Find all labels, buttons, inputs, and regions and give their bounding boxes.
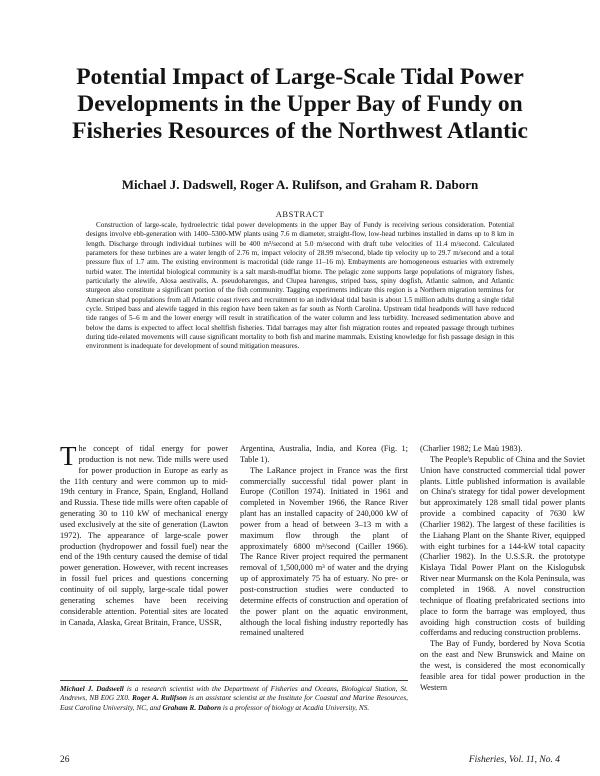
column-3-continuation: (Charlier 1982; Le Maù 1983). <box>420 444 523 453</box>
article-authors: Michael J. Dadswell, Roger A. Rulifson, and Graham R. Daborn <box>121 177 479 192</box>
article-title: Potential Impact of Large-Scale Tidal Power Developments in the Upper Bay of Fundy on Fisheries Resources of the Northwest Atlantic <box>72 64 528 144</box>
footnote-author-3: Graham R. Daborn <box>162 702 222 712</box>
footnote-affiliation-2: is an assistant scientist at the Institute for Coastal and Marine Resources, East Carolina University, NC, and <box>60 693 408 712</box>
intro-paragraph-text: he concept of tidal energy for power production is not new. Tide mills were used for power production in Europe as early as the 11th century and were common up to mid-19th century in France, Spain, England, Holland and Russia. These tide mills were often capable of generating 30 to 110 kW of mechanical energy used exclusively at the site of generation (Lawton 1972). The appearance of large-scale power production (hydropower and fossil fuel) near the end of the 19th century caused the demise of tidal power generation. However, with recent increases in fossil fuel prices and questions concerning continuity of oil supply, large-scale tidal power generating schemes have been receiving considerable attention. Potential sites are located in Canada, Alaska, Great Britain, France, USSR, <box>60 444 228 627</box>
bay-of-fundy-paragraph: The Bay of Fundy, bordered by Nova Scotia on the east and New Brunswick and Maine on the west, is considered the most economically feasible area for tidal power production in the Western <box>420 639 585 692</box>
abstract-text: Construction of large-scale, hydroelectric tidal power developments in the upper Bay of Fundy is receiving serious consideration. Potential designs involve ebb-generation with 1400–5300-MW plants using 7.6 m diameter, straight-flow, low-head turbines installed in dams up to 8 km in length. Discharge through individual turbines will be 400 m³/second at 5.0 m/second with draft tube velocities of 11.4 m/second. Calculated parameters for these turbines are a water length of 2.76 m, impact velocity of 28.99 m/second, blade tip velocity up to 29.7 m/second and a total pressure flux of 1.7 atm. The existing environment is macrotidal (tide range 11–16 m). Embayments are homogeneous estuaries with extremely turbid water. The intertidal biological community is a salt marsh-mudflat biome. The pelagic zone supports large populations of migratory fishes, particularly the alewife, Alosa aestivalis, A. pseudoharengus, and Clupea harengus, striped bass, spiny dogfish, Atlantic salmon, and Atlantic sturgeon also constitute a significant portion of the fish community. Tagging experiments indicate this region is a Northern migration terminus for American shad populations from all Atlantic coast rivers and recruitment to an individual tidal basin is about 1.5 million adults during a single tidal cycle. Striped bass and alewife tagged in this region have been taken as far south as North Carolina. Upstream tidal headponds will have reduced tide ranges of 5–6 m and the lower energy will result in stratification of the water column and less turbidity. Increased sedimentation above and below the dams is expected to affect local shellfish fisheries. Tidal barrages may alter fish migration routes and repeated passage through turbines during tide-related movements will cause significant mortality to both fish and marine mammals. Existing knowledge for fish passage design in this environment is inadequate for development of sound mitigation measures. <box>86 221 514 351</box>
footnote-divider <box>60 680 408 681</box>
footnote-affiliation-3: is a professor of biology at Acadia University, NS. <box>221 702 370 712</box>
journal-reference: Fisheries, Vol. 11, No. 4 <box>468 755 560 765</box>
footnote-author-1: Michael J. Dadswell <box>60 684 124 693</box>
column-2-continuation: Argentina, Australia, India, and Korea (Fig. 1; Table 1). <box>240 444 408 464</box>
body-column-3 <box>420 444 585 693</box>
drop-cap: T <box>60 441 77 471</box>
intro-paragraph <box>60 441 228 628</box>
footnote-affiliation-1: is a research scientist with the Department of Fisheries and Oceans, Biological Station, St. Andrews, NB E0G 2X0. <box>60 684 408 703</box>
page-number: 26 <box>60 755 70 765</box>
rance-paragraph: The LaRance project in France was the first commercially successful tidal power plant in Europe (Cotillon 1974). Initiated in 1961 and completed in November 1966, the Rance River plant has an installed capacity of 240,000 kW of power from a head of between 3–13 m with a maximum flow through the plant of approximately 6800 m³/second (Cailler 1966). The Rance River project required the permanent removal of 1,500,000 m³ of water and the drying up of approximately 75 ha of estuary. No pre- or post-construction studies were conducted to determine effects of construction and operation of the power plant on the aquatic environment, although the local fishing industry reportedly has remained unaltered <box>240 465 408 638</box>
china-ussr-paragraph: The People's Republic of China and the Soviet Union have constructed commercial tidal power plants. Little published information is available on China's strategy for tidal power development but approximately 128 small tidal power plants provide a combined capacity of 7630 kW (Charlier 1982). The largest of these facilities is the Liahang Plant on the Shante River, equipped with eight turbines for a 144-kW total capacity (Charlier 1982). In the U.S.S.R. the prototype Kislaya Tidal Power Plant on the Kislogubsk River near Murmansk on the Kola Peninsula, was completed in 1968. A novel construction technique of floating prefabricated sections into place to form the barrage was employed, thus avoiding high construction costs of building cofferdams and reducing construction problems. <box>420 454 585 638</box>
body-column-2 <box>240 444 408 639</box>
body-column-1 <box>60 441 228 628</box>
footnote-author-2: Roger A. Rulifson <box>131 693 187 703</box>
abstract-heading: ABSTRACT <box>275 209 325 219</box>
author-footnote <box>60 684 408 712</box>
